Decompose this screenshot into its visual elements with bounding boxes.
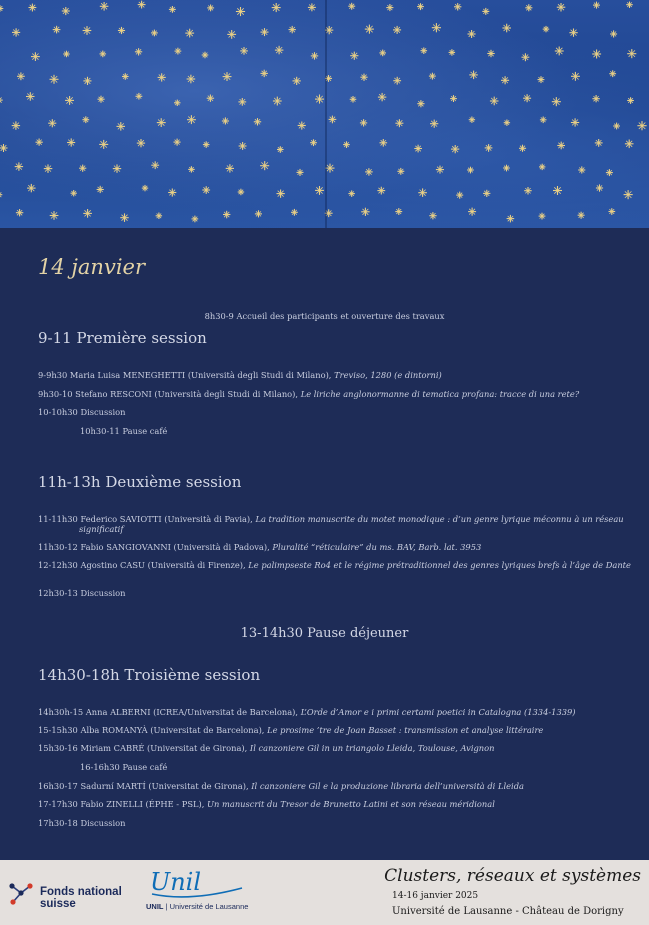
- star-icon: [490, 97, 499, 106]
- star-icon: [578, 212, 585, 219]
- star-icon: [469, 71, 478, 80]
- star-icon: [97, 186, 104, 193]
- star-icon: [539, 213, 546, 220]
- star-icon: [83, 77, 91, 85]
- talk-lead: 12-12h30 Agostino CASU (Università di Firenze),: [38, 560, 249, 570]
- star-icon: [29, 4, 37, 12]
- star-icon: [350, 52, 358, 60]
- fns-line-1: Fonds national: [40, 886, 122, 898]
- star-icon: [571, 118, 579, 126]
- star-icon: [226, 164, 234, 172]
- star-icon: [62, 7, 70, 15]
- star-icon: [27, 184, 35, 192]
- star-icon: [71, 190, 77, 196]
- star-icon: [117, 122, 126, 131]
- session-1-talk-1: [38, 371, 628, 381]
- star-icon: [637, 121, 646, 130]
- star-icon: [596, 184, 603, 191]
- star-icon: [118, 27, 125, 34]
- talk-lead: 10-10h30 Discussion: [38, 407, 126, 417]
- talk-lead: 17h30-18 Discussion: [38, 818, 126, 828]
- star-icon: [169, 6, 176, 13]
- star-icon: [50, 211, 59, 220]
- star-icon: [378, 93, 386, 101]
- star-icon: [158, 73, 166, 81]
- star-icon: [365, 168, 373, 176]
- star-icon: [254, 118, 261, 125]
- star-icon: [31, 52, 40, 61]
- star-icon: [592, 50, 601, 59]
- star-icon: [360, 74, 367, 81]
- star-icon: [557, 3, 566, 12]
- star-icon: [36, 139, 43, 146]
- star-icon: [151, 30, 158, 37]
- star-icon: [50, 75, 59, 84]
- star-icon: [138, 1, 146, 9]
- star-icon: [297, 169, 304, 176]
- session-3-talk-1: [38, 708, 628, 718]
- star-icon: [609, 70, 616, 77]
- star-icon: [223, 72, 232, 81]
- talk-lead: 16h30-17 Sadurní MARTÍ (Universitat de Girona),: [38, 781, 252, 791]
- conference-dates: 14-16 janvier 2025: [392, 891, 479, 901]
- star-icon: [48, 119, 56, 127]
- star-icon: [289, 26, 296, 33]
- star-icon: [395, 119, 403, 127]
- talk-title: Le liriche anglonormanne di tematica profana: tracce di una rete?: [300, 389, 580, 399]
- star-icon: [227, 30, 236, 39]
- talk-title: La tradition manuscrite du motet monodique : d’un genre lyrique méconnu à un réseau significatif: [79, 514, 624, 534]
- star-icon: [83, 26, 92, 35]
- star-icon: [82, 116, 89, 123]
- star-icon: [468, 30, 476, 38]
- talk-lead: 11-11h30 Federico SAVIOTTI (Università di Pavia),: [38, 514, 256, 524]
- star-icon: [100, 51, 107, 58]
- talk-lead: 15h30-16 Miriam CABRÉ (Universitat de Girona),: [38, 743, 250, 753]
- star-icon: [609, 208, 616, 215]
- star-icon: [222, 117, 229, 124]
- star-icon: [174, 100, 181, 106]
- star-icon: [343, 141, 350, 148]
- star-icon: [595, 139, 603, 147]
- star-icon: [627, 97, 634, 104]
- star-icon: [315, 95, 324, 104]
- star-icon: [238, 98, 246, 106]
- session-2-talk-3: [38, 561, 649, 571]
- session-3-talk-4: [38, 782, 628, 792]
- star-icon: [365, 25, 374, 34]
- session-3-talk-5: [38, 800, 628, 810]
- star-icon: [202, 186, 210, 194]
- star-icon: [593, 2, 600, 9]
- star-icon: [543, 26, 550, 32]
- star-icon: [310, 139, 317, 146]
- star-icon: [348, 190, 355, 197]
- star-icon: [291, 209, 298, 216]
- star-icon: [627, 49, 636, 58]
- session-3-talk-3: [38, 744, 628, 754]
- star-icon: [501, 76, 509, 84]
- star-icon: [277, 190, 285, 198]
- session-2-talk-2: [38, 543, 628, 553]
- star-icon: [207, 5, 214, 12]
- starry-banner: [0, 0, 649, 228]
- unil-caption-bold: UNIL: [146, 902, 164, 911]
- star-icon: [99, 140, 108, 149]
- star-icon: [417, 100, 424, 107]
- star-icon: [555, 47, 564, 56]
- star-icon: [610, 30, 617, 37]
- talk-title: Un manuscrit du Tresor de Brunetto Latini et son réseau méridional: [207, 799, 495, 809]
- star-icon: [350, 96, 357, 103]
- star-icon: [136, 93, 143, 100]
- star-icon: [569, 29, 577, 37]
- star-icon: [273, 97, 282, 106]
- star-icon: [174, 139, 181, 146]
- star-icon: [275, 46, 284, 55]
- unil-logo-word: Unil: [150, 868, 202, 896]
- talk-title: Le palimpseste Ro4 et le régime prétraditionnel des genres lyriques brefs à l’âge de Dante: [248, 560, 631, 570]
- talk-lead: 9-9h30 Maria Luisa MENEGHETTI (Università degli Studi di Milano),: [38, 370, 335, 380]
- star-icon: [380, 139, 388, 147]
- talk-lead: 12h30-13 Discussion: [38, 588, 126, 598]
- star-icon: [0, 191, 2, 198]
- session-3-talk-2: [38, 726, 628, 736]
- session-2-talk-1: [38, 515, 649, 534]
- star-icon: [436, 166, 444, 174]
- star-icon: [100, 2, 109, 11]
- star-icon: [523, 94, 531, 102]
- star-icon: [539, 164, 545, 170]
- star-icon: [393, 26, 401, 34]
- talk-lead: 11h30-12 Fabio SANGIOVANNI (Università di Padova),: [38, 542, 273, 552]
- star-icon: [467, 167, 474, 174]
- session-3-pause: 16-16h30 Pause café: [80, 762, 168, 772]
- star-icon: [417, 3, 424, 10]
- star-icon: [151, 161, 159, 169]
- star-icon: [311, 52, 318, 59]
- star-icon: [449, 49, 456, 56]
- star-icon: [348, 3, 355, 10]
- star-icon: [0, 96, 3, 103]
- star-icon: [187, 75, 196, 84]
- star-icon: [168, 189, 176, 197]
- talk-title: Il canzoniere Gil e la produzione libraria dell’università di Lleida: [251, 781, 524, 791]
- star-icon: [157, 118, 166, 127]
- star-icon: [137, 139, 145, 147]
- star-icon: [98, 96, 105, 103]
- star-icon: [44, 164, 53, 173]
- star-icon: [12, 28, 20, 36]
- star-icon: [430, 120, 438, 128]
- star-icon: [207, 95, 214, 102]
- star-icon: [429, 212, 436, 219]
- footer: [0, 860, 649, 925]
- fns-line-2: suisse: [40, 898, 76, 910]
- talk-title: L’Orde d’Amor e i primi certami poetici in Catalogna (1334-1339): [300, 707, 576, 717]
- session-1-discussion: [38, 408, 628, 418]
- star-icon: [277, 146, 284, 153]
- star-icon: [606, 169, 613, 176]
- star-icon: [293, 77, 301, 85]
- star-icon: [553, 186, 562, 195]
- star-icon: [175, 48, 182, 55]
- star-icon: [223, 211, 230, 219]
- star-icon: [65, 96, 74, 105]
- star-icon: [53, 26, 61, 34]
- star-icon: [187, 115, 196, 124]
- talk-lead: 14h30h-15 Anna ALBERNI (ICREA/Universitat de Barcelona),: [38, 707, 301, 717]
- star-icon: [272, 3, 281, 12]
- star-icon: [135, 48, 142, 55]
- star-icon: [26, 92, 35, 101]
- star-icon: [393, 77, 401, 85]
- star-icon: [613, 123, 620, 130]
- star-icon: [238, 189, 245, 196]
- star-icon: [0, 144, 8, 152]
- session-2-discussion: [38, 589, 628, 599]
- star-icon: [578, 166, 585, 173]
- session-3-discussion: [38, 819, 628, 829]
- star-icon: [202, 52, 209, 59]
- talk-title: Treviso, 1280 (e dintorni): [334, 370, 442, 380]
- star-icon: [17, 72, 25, 80]
- star-icon: [361, 208, 369, 216]
- star-icon: [239, 142, 247, 150]
- star-icon: [451, 145, 459, 153]
- star-icon: [329, 116, 337, 124]
- star-icon: [185, 29, 194, 38]
- star-icon: [552, 97, 561, 106]
- fns-logo-text: [40, 886, 122, 910]
- star-icon: [240, 47, 248, 55]
- star-icon: [487, 50, 494, 57]
- session-1-title: 9-11 Première session: [38, 329, 207, 347]
- star-icon: [308, 3, 316, 11]
- star-icon: [122, 73, 129, 80]
- banner-seam: [325, 0, 327, 228]
- star-icon: [456, 192, 463, 199]
- star-icon: [503, 165, 510, 172]
- star-icon: [432, 23, 441, 32]
- star-icon: [454, 3, 461, 10]
- star-icon: [142, 185, 148, 191]
- star-icon: [315, 186, 324, 195]
- session-3-title: 14h30-18h Troisième session: [38, 666, 261, 684]
- star-icon: [485, 144, 493, 152]
- star-icon: [377, 187, 385, 195]
- star-icon: [113, 164, 121, 172]
- conference-place: Université de Lausanne - Château de Dorigny: [392, 906, 624, 917]
- star-icon: [63, 51, 69, 58]
- star-icon: [120, 213, 128, 222]
- star-icon: [16, 209, 23, 216]
- star-icon: [156, 213, 163, 220]
- star-icon: [386, 4, 393, 11]
- star-icon: [418, 188, 427, 197]
- unil-caption-rest: | Université de Lausanne: [163, 902, 249, 911]
- star-icon: [482, 8, 489, 15]
- star-icon: [192, 216, 199, 223]
- star-icon: [525, 4, 532, 11]
- day-heading: 14 janvier: [38, 255, 145, 279]
- star-icon: [522, 53, 530, 61]
- talk-lead: 17-17h30 Fabio ZINELLI (ÉPHE - PSL),: [38, 799, 208, 809]
- star-icon: [397, 168, 404, 175]
- conference-title: Clusters, réseaux et systèmes: [384, 866, 641, 886]
- star-icon: [83, 209, 92, 218]
- star-icon: [261, 28, 269, 36]
- star-icon: [255, 210, 262, 217]
- star-icon: [538, 76, 545, 83]
- star-icon: [379, 50, 386, 57]
- star-icon: [519, 145, 526, 152]
- star-icon: [67, 138, 75, 146]
- unil-caption: [146, 902, 248, 911]
- star-icon: [625, 140, 634, 149]
- star-icon: [483, 190, 490, 197]
- talk-lead: 15-15h30 Alba ROMANYÀ (Universitat de Barcelona),: [38, 725, 268, 735]
- talk-title: Le prosime ’tre de Joan Basset : transmission et analyse littéraire: [267, 725, 544, 735]
- session-2-title: 11h-13h Deuxième session: [38, 473, 242, 491]
- lunch-break: 13-14h30 Pause déjeuner: [240, 626, 409, 641]
- star-icon: [624, 190, 633, 199]
- star-icon: [450, 95, 457, 102]
- star-icon: [260, 161, 269, 170]
- talk-title: Il canzoniere Gil in un triangolo Lleida, Toulouse, Avignon: [249, 743, 495, 753]
- star-icon: [626, 2, 633, 9]
- star-icon: [507, 215, 515, 223]
- unil-swoosh-icon: [150, 882, 245, 900]
- star-icon: [502, 24, 511, 33]
- star-icon: [557, 142, 565, 150]
- star-icon: [0, 5, 3, 12]
- star-icon: [261, 70, 268, 77]
- star-icon: [188, 166, 195, 172]
- opening-line: 8h30-9 Accueil des participants et ouverture des travaux: [204, 311, 445, 321]
- star-icon: [15, 162, 23, 170]
- star-icon: [504, 120, 510, 126]
- star-icon: [468, 208, 476, 216]
- star-icon: [429, 73, 436, 80]
- session-1-pause: 10h30-11 Pause café: [80, 426, 168, 436]
- star-icon: [236, 7, 245, 16]
- star-icon: [414, 145, 422, 153]
- star-icon: [524, 187, 532, 195]
- star-icon: [592, 95, 599, 102]
- star-icon: [571, 72, 580, 81]
- star-icon: [421, 47, 428, 54]
- star-icon: [395, 208, 402, 215]
- talk-title: Pluralité “réticulaire” du ms. BAV, Barb. lat. 3953: [272, 542, 482, 552]
- star-icon: [360, 119, 367, 126]
- star-icon: [469, 117, 475, 123]
- star-icon: [79, 165, 86, 172]
- fns-network-icon: [8, 878, 34, 908]
- session-1-talk-2: [38, 390, 628, 400]
- star-icon: [298, 122, 306, 130]
- talk-lead: 9h30-10 Stefano RESCONI (Università degli Studi di Milano),: [38, 389, 301, 399]
- star-icon: [203, 141, 210, 148]
- star-icon: [12, 121, 20, 129]
- star-icon: [540, 117, 547, 124]
